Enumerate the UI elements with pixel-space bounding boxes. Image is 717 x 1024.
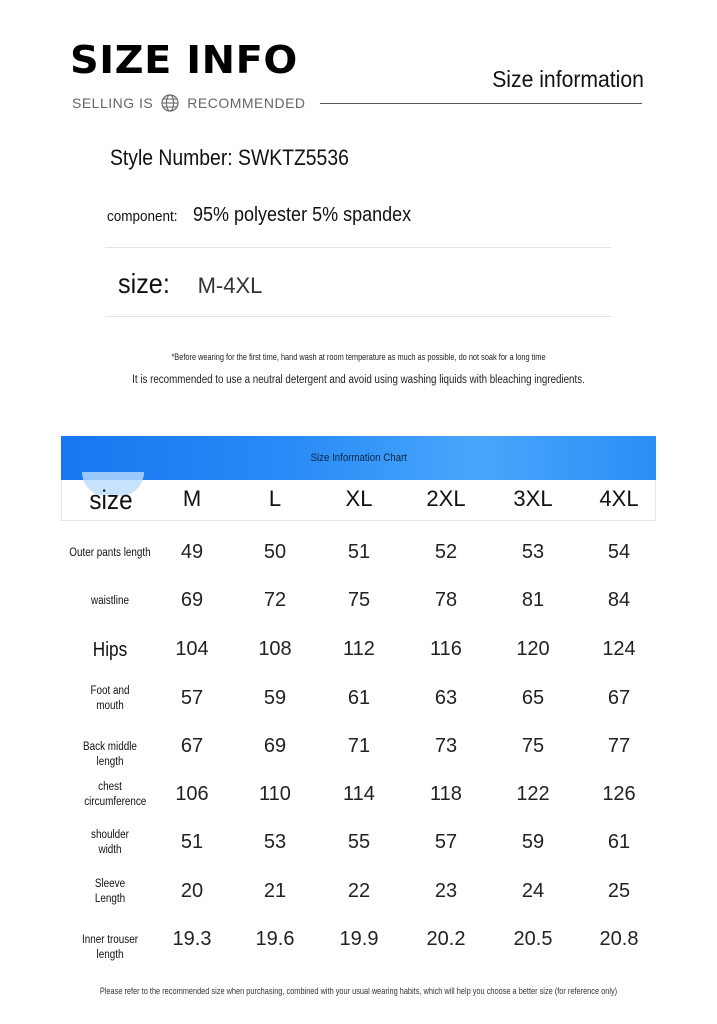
table-cell: 52 (434, 541, 458, 563)
chart-title: Size Information Chart (310, 452, 407, 464)
chart-banner (61, 436, 656, 480)
table-cell: 67 (607, 687, 631, 709)
divider (105, 247, 611, 248)
table-cell: 72 (263, 589, 287, 611)
table-cell: 20.2 (426, 928, 466, 950)
footer-note: Please refer to the recommended size when purchasing, combined with your usual wearing habits, which will help you choose a better size (for reference only) (99, 986, 618, 996)
table-cell: 49 (180, 541, 204, 563)
table-cell: 67 (180, 735, 204, 757)
table-cell: 57 (434, 831, 458, 853)
subtitle (72, 94, 306, 112)
table-cell: 20 (180, 880, 204, 902)
component-label: component: (107, 208, 178, 225)
page-title: SIZE INFO (70, 38, 298, 82)
size-value: M-4XL (197, 273, 263, 298)
divider (105, 316, 611, 317)
table-cell: 57 (180, 687, 204, 709)
table-cell: 118 (430, 783, 462, 805)
size-row (118, 268, 262, 300)
table-cell: 69 (263, 735, 287, 757)
table-cell: 22 (347, 880, 371, 902)
column-header: M (182, 486, 202, 511)
table-cell: 124 (602, 638, 636, 660)
component-row (107, 204, 436, 227)
column-header: L (268, 486, 282, 511)
table-cell: 120 (516, 638, 550, 660)
table-cell: 75 (347, 589, 371, 611)
table-cell: 51 (347, 541, 371, 563)
table-cell: 106 (175, 783, 209, 805)
table-cell: 75 (521, 735, 545, 757)
table-cell: 122 (516, 783, 550, 805)
table-cell: 61 (347, 687, 371, 709)
table-cell: 69 (180, 589, 204, 611)
table-cell: 20.8 (599, 928, 639, 950)
table-cell: 55 (347, 831, 371, 853)
header-divider (320, 103, 642, 104)
row-label: shoulder width (91, 829, 129, 856)
style-number: Style Number: SWKTZ5536 (110, 145, 349, 170)
row-label: Outer pants length (69, 547, 151, 559)
globe-icon (161, 94, 179, 112)
table-cell: 59 (521, 831, 545, 853)
table-cell: 81 (521, 589, 545, 611)
row-label: waistline (91, 595, 129, 607)
row-label: Foot and mouth (90, 685, 130, 712)
row-label: Inner trouser length (81, 934, 139, 961)
table-cell: 51 (180, 831, 204, 853)
table-cell: 112 (343, 638, 375, 660)
subtitle-left: SELLING IS (72, 95, 154, 111)
table-cell: 77 (607, 735, 631, 757)
table-cell: 25 (607, 880, 631, 902)
table-cell: 21 (263, 880, 287, 902)
table-cell: 23 (434, 880, 458, 902)
column-header: 3XL (513, 486, 553, 511)
table-cell: 108 (258, 638, 292, 660)
table-cell: 53 (521, 541, 545, 563)
table-cell: 19.6 (255, 928, 295, 950)
table-cell: 19.9 (339, 928, 379, 950)
table-cell: 50 (263, 541, 287, 563)
table-cell: 73 (434, 735, 458, 757)
row-label: chest circumference (84, 781, 147, 808)
table-cell: 54 (607, 541, 631, 563)
table-cell: 20.5 (513, 928, 553, 950)
row-label: Back middle length (83, 741, 137, 768)
component-value: 95% polyester 5% spandex (193, 204, 412, 226)
table-cell: 126 (602, 783, 636, 805)
row-label: Sleeve Length (94, 878, 126, 905)
care-note: *Before wearing for the first time, hand wash at room temperature as much as possible, do not soak for a long time (171, 352, 546, 362)
care-note: It is recommended to use a neutral detergent and avoid using washing liquids with bleaching ingredients. (132, 374, 585, 386)
column-header: 2XL (426, 486, 466, 511)
size-information-heading: Size information (492, 66, 644, 92)
table-cell: 19.3 (172, 928, 212, 950)
table-cell: 63 (434, 687, 458, 709)
table-cell: 24 (521, 880, 545, 902)
table-cell: 53 (263, 831, 287, 853)
row-label: Hips (92, 639, 128, 661)
table-cell: 78 (434, 589, 458, 611)
size-column-header: size (89, 485, 133, 515)
table-cell: 71 (347, 735, 371, 757)
column-header: 4XL (599, 486, 639, 511)
table-cell: 116 (430, 638, 462, 660)
table-cell: 84 (607, 589, 631, 611)
table-cell: 61 (607, 831, 631, 853)
table-cell: 114 (343, 783, 375, 805)
size-label: size: (118, 268, 170, 299)
subtitle-right: RECOMMENDED (187, 95, 306, 111)
table-cell: 110 (259, 783, 291, 805)
table-cell: 104 (175, 638, 209, 660)
table-cell: 65 (521, 687, 545, 709)
table-cell: 59 (263, 687, 287, 709)
column-header: XL (345, 486, 373, 511)
